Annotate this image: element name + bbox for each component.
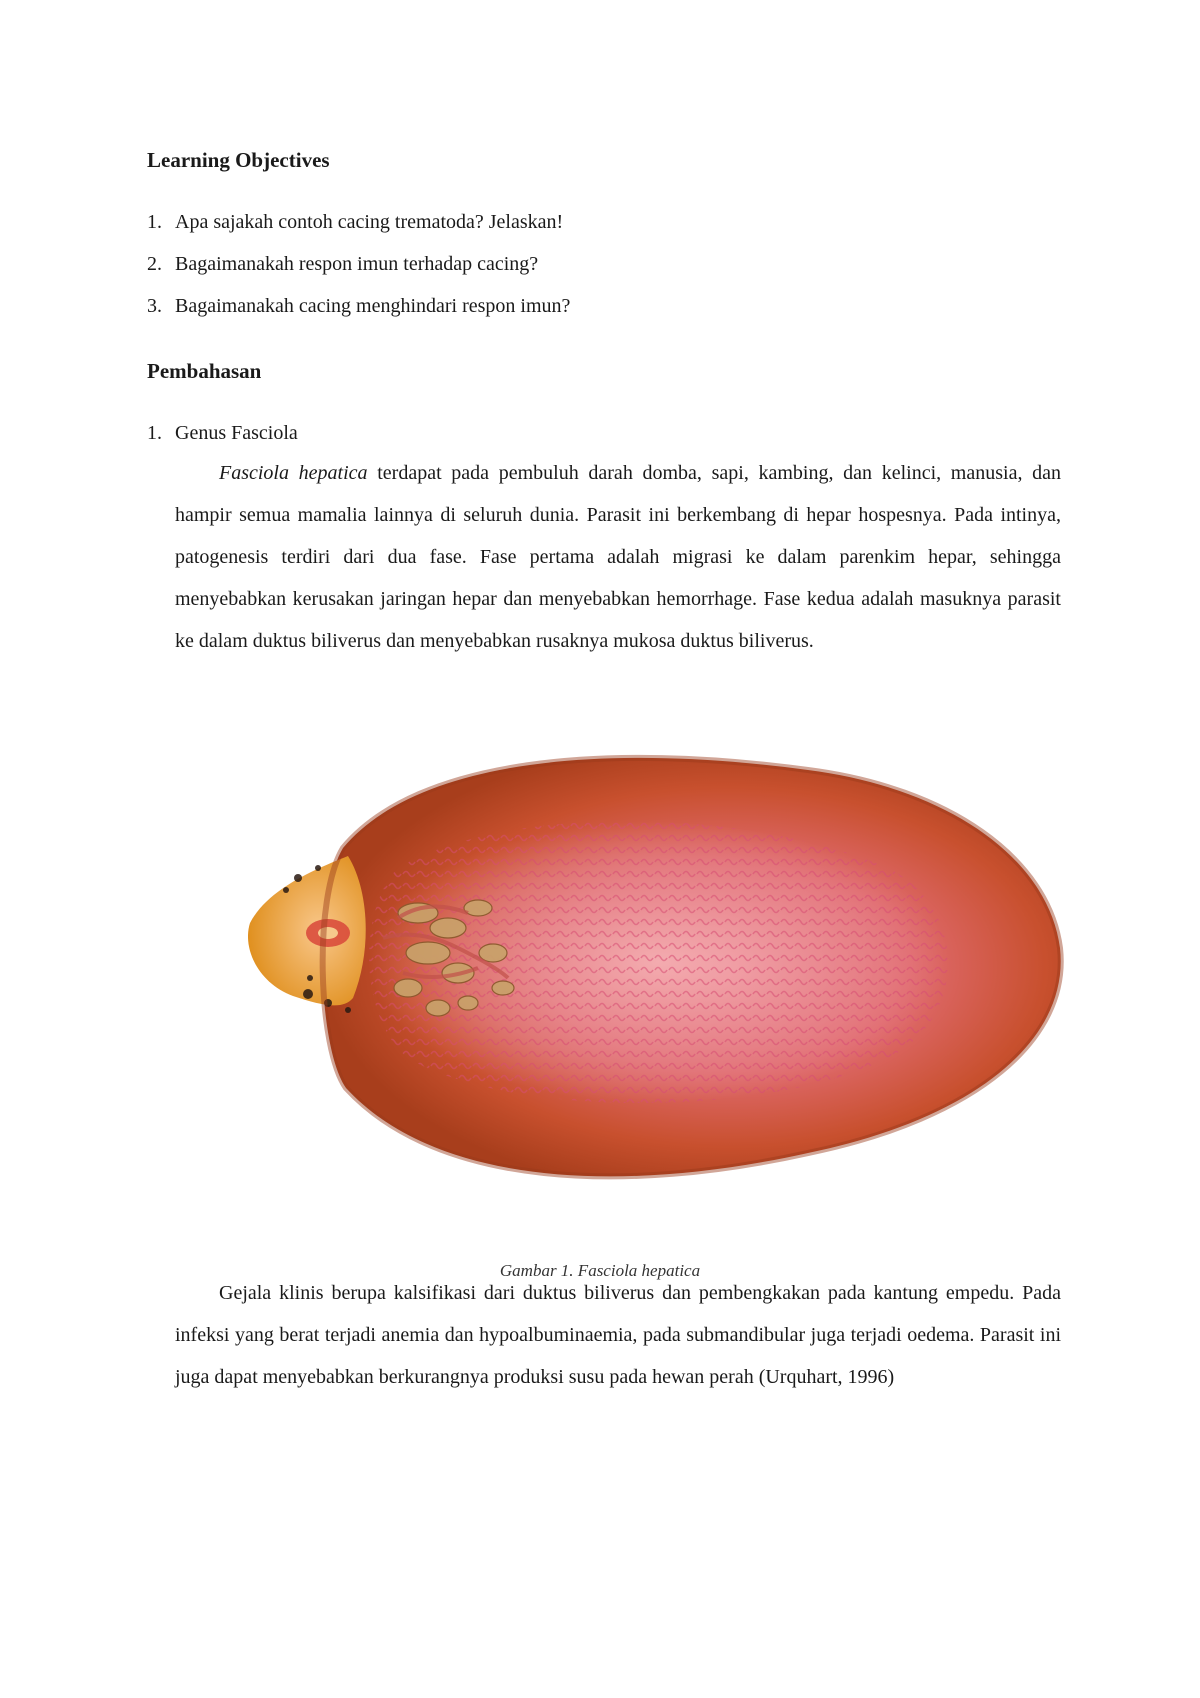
objective-number: 1. — [147, 211, 162, 233]
objective-text: Bagaimanakah cacing menghindari respon imun? — [175, 295, 571, 317]
figure-caption: Gambar 1. Fasciola hepatica — [499, 1261, 701, 1280]
section-genus-fasciola — [147, 422, 298, 445]
objective-item-3 — [147, 295, 570, 318]
section-number: 1. — [147, 422, 162, 444]
fasciola-hepatica-image — [248, 748, 1098, 1198]
objective-item-2 — [147, 253, 538, 276]
objective-text: Bagaimanakah respon imun terhadap cacing? — [175, 253, 539, 275]
learning-objectives-heading: Learning Objectives — [147, 148, 330, 172]
paragraph-body: terdapat pada pembuluh darah domba, sapi, kambing, dan kelinci, manusia, dan hampir semua mamalia lainnya di seluruh dunia. Parasit ini berkembang di hepar hospesnya. Pada intinya, patogenesis terdiri dari dua fase. Fase pertama adalah migrasi ke dalam parenkim hepar, sehingga menyebabkan kerusakan jaringan hepar dan menyebabkan hemorrhage. Fase kedua adalah masuknya parasit ke dalam duktus biliverus dan menyebabkan rusaknya mukosa duktus biliverus. — [175, 462, 1062, 652]
fasciola-hepatica-figure — [248, 748, 1098, 1198]
species-name: Fasciola hepatica — [219, 462, 368, 484]
objective-number: 3. — [147, 295, 162, 317]
section-title: Genus Fasciola — [175, 422, 298, 444]
paragraph-clinical-symptoms: Gejala klinis berupa kalsifikasi dari duktus biliverus dan pembengkakan pada kantung empedu. Pada infeksi yang berat terjadi anemia dan hypoalbuminaemia, pada submandibular juga terjadi oedema. Parasit ini juga dapat menyebabkan berkurangnya produksi susu pada hewan perah (Urquhart, 1996) — [175, 1282, 1061, 1388]
pembahasan-heading: Pembahasan — [147, 359, 262, 383]
objective-item-1 — [147, 211, 563, 234]
paragraph-fasciola-description — [175, 452, 1061, 662]
objective-text: Apa sajakah contoh cacing trematoda? Jelaskan! — [175, 211, 564, 233]
objective-number: 2. — [147, 253, 162, 275]
